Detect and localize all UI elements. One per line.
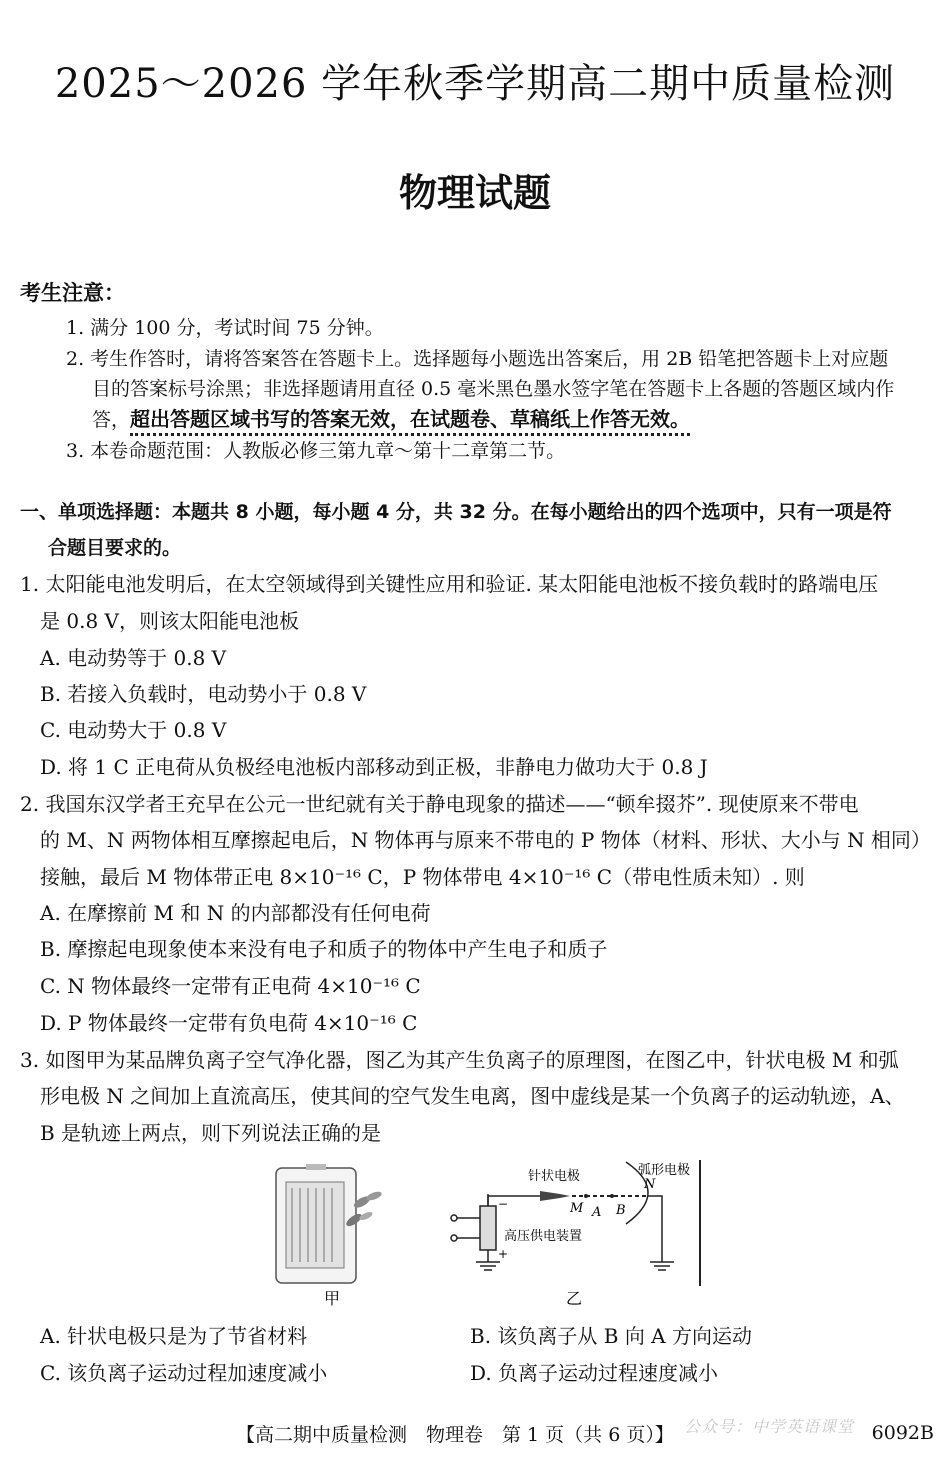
- q3-stem-line-2: 形电极 N 之间加上直流高压，使其间的空气发生电离，图中虚线是某一个负离子的运动轨迹，A、: [40, 1084, 905, 1108]
- q2-stem-line-3: 接触，最后 M 物体带正电 8×10⁻¹⁶ C，P 物体带电 4×10⁻¹⁶ C（带电性质未知）. 则: [40, 865, 805, 889]
- q3-option-a: A. 针状电极只是为了节省材料: [40, 1324, 308, 1348]
- caption-yi: 乙: [566, 1289, 583, 1308]
- plus-sign: +: [498, 1247, 509, 1261]
- air-purifier-illustration: [276, 1164, 383, 1283]
- notice-item-3: 3. 本卷命题范围：人教版必修三第九章～第十二章第二节。: [66, 440, 566, 462]
- notice-item-2-line-2: 目的答案标号涂黑；非选择题请用直径 0.5 毫米黑色墨水签字笔在答题卡上各题的答题区域内作: [92, 378, 895, 400]
- q1-option-c: C. 电动势大于 0.8 V: [40, 718, 227, 742]
- notice-item-2-line-1: 2. 考生作答时，请将答案答在答题卡上。选择题每小题选出答案后，用 2B 铅笔把答题卡上对应题: [66, 348, 889, 370]
- q1-option-b: B. 若接入负载时，电动势小于 0.8 V: [40, 682, 367, 706]
- notice-item-1: 1. 满分 100 分，考试时间 75 分钟。: [66, 317, 384, 339]
- label-a: A: [592, 1205, 602, 1220]
- arc-label: 弧形电极: [638, 1163, 691, 1178]
- q1-option-d: D. 将 1 C 正电荷从负极经电池板内部移动到正极，非静电力做功大于 0.8 J: [40, 755, 708, 779]
- q1-stem-line-2: 是 0.8 V，则该太阳能电池板: [40, 609, 299, 633]
- exam-subtitle: 物理试题: [398, 171, 551, 215]
- q2-option-d: D. P 物体最终一定带有负电荷 4×10⁻¹⁶ C: [40, 1011, 418, 1035]
- notice-item-2-prefix: 答，: [92, 409, 131, 431]
- q3-figure: [270, 1158, 710, 1308]
- label-m: M: [570, 1201, 584, 1216]
- supply-label: 高压供电装置: [504, 1229, 583, 1244]
- q3-option-b: B. 该负离子从 B 向 A 方向运动: [470, 1324, 752, 1348]
- q2-stem-line-2: 的 M、N 两物体相互摩擦起电后，N 物体再与原来不带电的 P 物体（材料、形状、大小与 N 相同）: [40, 828, 931, 852]
- q2-stem-line-1: 2. 我国东汉学者王充早在公元一世纪就有关于静电现象的描述——“顿牟掇芥”. 现使原来不带电: [20, 792, 859, 816]
- q3-stem-line-3: B 是轨迹上两点，则下列说法正确的是: [40, 1121, 382, 1145]
- q3-stem-line-1: 3. 如图甲为某品牌负离子空气净化器，图乙为其产生负离子的原理图，在图乙中，针状电极 M 和弧: [20, 1048, 899, 1072]
- page-footer: 【高二期中质量检测 物理卷 第 1 页（共 6 页）】: [236, 1424, 674, 1446]
- needle-label: 针状电极: [528, 1169, 581, 1184]
- section-heading-line-2: 合题目要求的。: [48, 537, 182, 559]
- label-b: B: [616, 1203, 626, 1218]
- label-n: N: [644, 1177, 656, 1192]
- caption-jia: 甲: [324, 1289, 341, 1308]
- q3-option-d: D. 负离子运动过程速度减小: [470, 1361, 719, 1385]
- notice-heading: 考生注意：: [20, 281, 125, 305]
- notice-emphasis: 超出答题区域书写的答案无效，在试题卷、草稿纸上作答无效。: [130, 407, 690, 436]
- exam-title: 2025～2026 学年秋季学期高二期中质量检测: [54, 61, 896, 107]
- section-heading-line-1: 一、单项选择题：本题共 8 小题，每小题 4 分，共 32 分。在每小题给出的四个选项中，只有一项是符: [20, 501, 892, 523]
- q2-option-a: A. 在摩擦前 M 和 N 的内部都没有任何电荷: [40, 901, 431, 925]
- q2-option-c: C. N 物体最终一定带有正电荷 4×10⁻¹⁶ C: [40, 974, 421, 998]
- q2-option-b: B. 摩擦起电现象使本来没有电子和质子的物体中产生电子和质子: [40, 937, 608, 961]
- paper-code: 6092B: [871, 1422, 934, 1444]
- q3-option-c: C. 该负离子运动过程加速度减小: [40, 1361, 328, 1385]
- q1-stem-line-1: 1. 太阳能电池发明后，在太空领域得到关键性应用和验证. 某太阳能电池板不接负载时的路端电压: [20, 572, 879, 596]
- q1-option-a: A. 电动势等于 0.8 V: [40, 646, 227, 670]
- needle-electrode: [540, 1191, 570, 1201]
- minus-sign: −: [498, 1197, 509, 1211]
- notice-item-2-line-3: [92, 403, 690, 432]
- watermark: 公众号：中学英语课堂: [684, 1417, 855, 1436]
